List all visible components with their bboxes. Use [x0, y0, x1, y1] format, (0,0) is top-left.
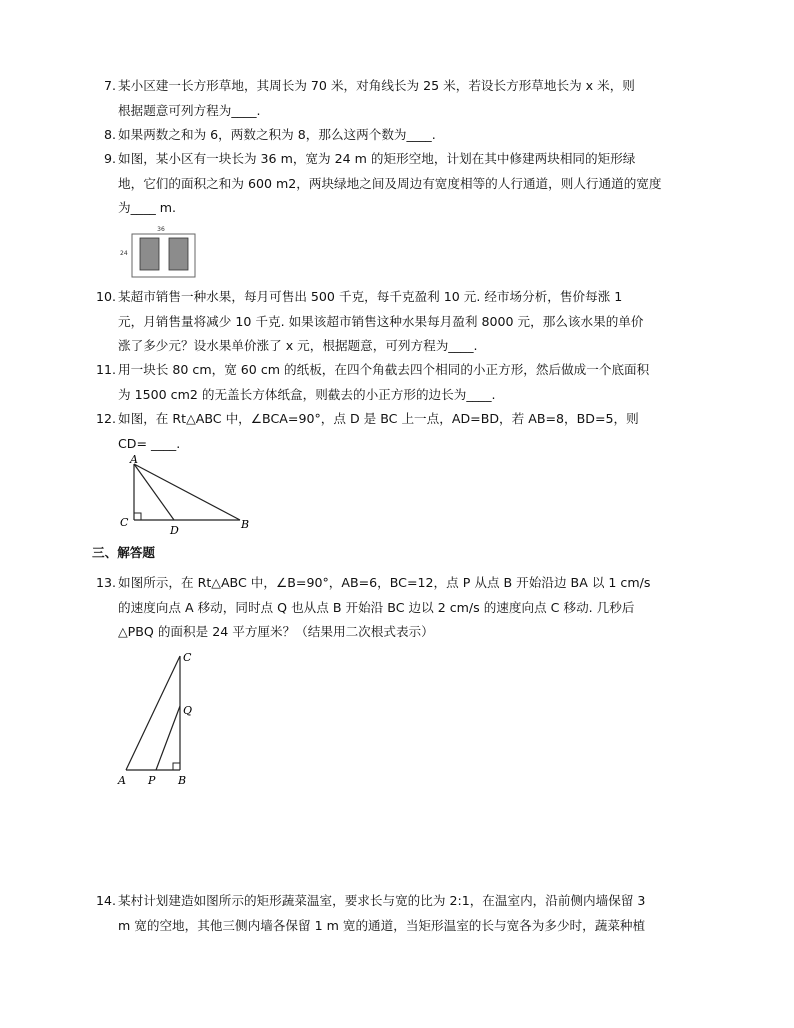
- figure-9-width-label: 24: [120, 250, 128, 257]
- figure-9-green-plot-left: [140, 238, 159, 270]
- question-number: 13.: [95, 575, 116, 590]
- question-text-line: 如图，在 Rt△ABC 中，∠BCA=90°，点 D 是 BC 上一点，AD=BD，若 AB=8，BD=5，则: [118, 411, 639, 426]
- question-number: 12.: [95, 411, 116, 426]
- question-text-line: 涨了多少元？设水果单价涨了 x 元，根据题意，可列方程为____.: [118, 338, 478, 353]
- question-text-line: 根据题意可列方程为____.: [118, 102, 261, 118]
- figure-9-rectangle-diagram: [116, 224, 198, 280]
- figure-13-label-c: C: [183, 651, 192, 664]
- question-text-line: 为 1500 cm2 的无盖长方体纸盒，则截去的小正方形的边长为____.: [118, 386, 496, 402]
- question-11: [90, 358, 710, 407]
- figure-12-label-b: B: [241, 518, 250, 531]
- figure-13-right-angle-mark: [173, 763, 180, 770]
- question-text-line: 某小区建一长方形草地，其周长为 70 米，对角线长为 25 米，若设长方形草地长为 x 米，则: [118, 78, 635, 93]
- question-9: [90, 147, 710, 221]
- question-number: 14.: [95, 893, 116, 908]
- question-13: [90, 571, 710, 645]
- figure-13-label-b: B: [178, 774, 187, 787]
- figure-12-side-ab: [134, 464, 240, 520]
- figure-13-label-a: A: [118, 774, 126, 787]
- figure-9-green-plot-right: [169, 238, 188, 270]
- figure-12-label-c: C: [120, 516, 129, 529]
- question-text-line: 的速度向点 A 移动，同时点 Q 也从点 B 开始沿 BC 边以 2 cm/s 的速度向点 C 移动. 几秒后: [118, 599, 635, 615]
- question-text-line: 如图所示，在 Rt△ABC 中，∠B=90°，AB=6，BC=12，点 P 从点 B 开始沿边 BA 以 1 cm/s: [118, 575, 651, 590]
- question-14: [90, 889, 710, 938]
- question-text-line: m 宽的空地，其他三侧内墙各保留 1 m 宽的通道，当矩形温室的长与宽各为多少时，蔬菜种植: [118, 917, 646, 933]
- figure-12-right-angle-mark: [134, 513, 141, 520]
- question-8: [90, 123, 710, 148]
- figure-13-segment-pq: [156, 706, 180, 770]
- question-text-line: 元，月销售量将减少 10 千克. 如果该超市销售这种水果每月盈利 8000 元，那么该水果的单价: [118, 313, 644, 329]
- question-number: 8.: [103, 127, 116, 142]
- question-text-line: △PBQ 的面积是 24 平方厘米？（结果用二次根式表示）: [118, 624, 434, 639]
- question-text-line: 用一块长 80 cm，宽 60 cm 的纸板，在四个角截去四个相同的小正方形，然后做成一个底面积: [118, 362, 650, 377]
- question-text-line: CD= ____.: [118, 435, 181, 451]
- question-text-line: 如图，某小区有一块长为 36 m，宽为 24 m 的矩形空地，计划在其中修建两块相同的矩形绿: [118, 151, 636, 166]
- question-number: 9.: [103, 151, 116, 166]
- figure-12-triangle-diagram: [116, 454, 256, 536]
- question-text-line: 某村计划建造如图所示的矩形蔬菜温室，要求长与宽的比为 2:1，在温室内，沿前侧内墙保留 3: [118, 893, 646, 908]
- figure-13-side-ac: [126, 656, 180, 770]
- question-text-line: 为____ m.: [118, 200, 177, 215]
- figure-13-triangle-diagram: [110, 646, 210, 792]
- question-number: 11.: [95, 362, 116, 377]
- figure-9-length-label: 36: [157, 226, 165, 233]
- question-number: 10.: [95, 289, 116, 304]
- question-text-line: 地，它们的面积之和为 600 m2，两块绿地之间及周边有宽度相等的人行通道，则人行通道的宽度: [118, 175, 662, 191]
- figure-12-label-d: D: [170, 524, 179, 536]
- figure-12-segment-ad: [134, 464, 174, 520]
- figure-12-label-a: A: [130, 454, 138, 466]
- question-7: [90, 74, 710, 123]
- question-10: [90, 285, 710, 359]
- figure-13-label-p: P: [148, 774, 156, 787]
- question-text-line: 如果两数之和为 6，两数之积为 8，那么这两个数为____.: [118, 127, 436, 142]
- figure-13-label-q: Q: [183, 704, 193, 717]
- question-text-line: 某超市销售一种水果，每月可售出 500 千克，每千克盈利 10 元. 经市场分析，售价每涨 1: [118, 289, 623, 304]
- section-title: 三、解答题: [92, 545, 155, 560]
- question-number: 7.: [103, 78, 116, 93]
- question-12: [90, 407, 710, 456]
